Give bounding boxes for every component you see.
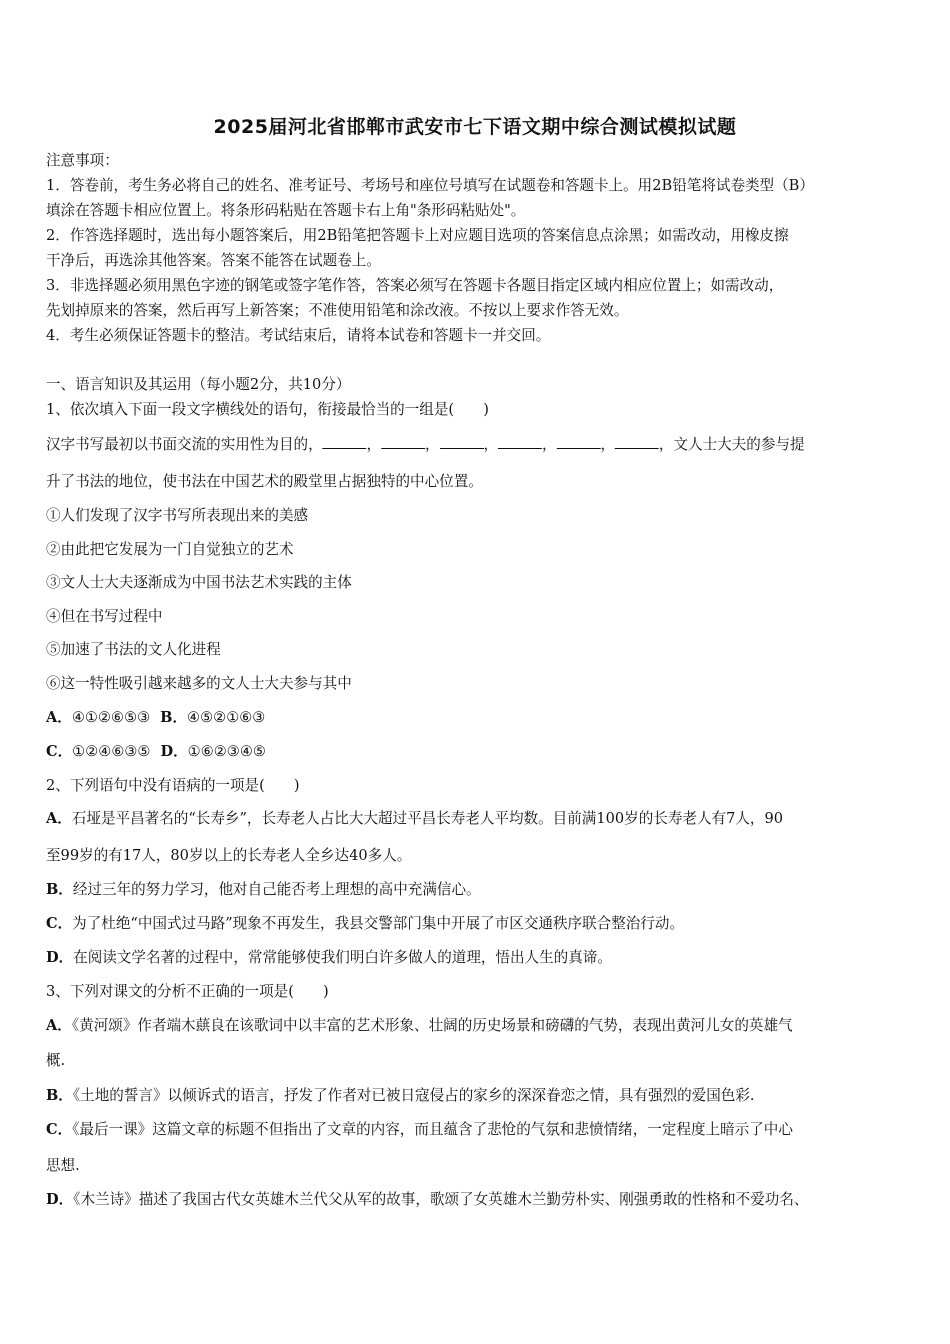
answer-blank	[440, 434, 484, 449]
q1-item: ①人们发现了汉字书写所表现出来的美感	[46, 507, 309, 524]
q1-passage-line-2: 升了书法的地位，使书法在中国艺术的殿堂里占据独特的中心位置。	[46, 473, 483, 490]
notice-line-6: 先划掉原来的答案，然后再写上新答案；不准使用铅笔和涂改液。不按以上要求作答无效。	[46, 302, 629, 319]
notice-line-3: 2．作答选择题时，选出每小题答案后，用2B铅笔把答题卡上对应题目选项的答案信息点涂黑；如需改动，用橡皮擦	[46, 227, 789, 244]
q2-option-a: A．石垭是平昌著名的“长寿乡”，长寿老人占比大大超过平昌长寿老人平均数。目前满100岁的长寿老人有7人，90	[46, 810, 783, 827]
section-heading: 一、语言知识及其运用（每小题2分，共10分）	[46, 376, 351, 393]
q3-option-d: D．《木兰诗》描述了我国古代女英雄木兰代父从军的故事，歌颂了女英雄木兰勤劳朴实、刚强勇敢的性格和不爱功名、	[46, 1191, 809, 1208]
notice-heading: 注意事项：	[46, 152, 119, 169]
q2-option-b: B．经过三年的努力学习，他对自己能否考上理想的高中充满信心。	[46, 881, 481, 898]
notice-line-7: 4．考生必须保证答题卡的整洁。考试结束后，请将本试卷和答题卡一并交回。	[46, 327, 551, 344]
q1-options-cd	[46, 742, 914, 762]
answer-blank	[323, 434, 367, 449]
q1-item: ④但在书写过程中	[46, 608, 163, 625]
q1-stem: 1、依次填入下面一段文字横线处的语句，衔接最恰当的一组是( )	[46, 401, 489, 418]
q3-option-a-cont: 概.	[46, 1052, 66, 1069]
q1-option-a-label: A．	[46, 709, 72, 726]
q3-option-c: C．《最后一课》这篇文章的标题不但指出了文章的内容，而且蕴含了悲怆的气氛和悲愤情绪，一定程度上暗示了中心	[46, 1121, 793, 1138]
q2-option-a-cont: 至99岁的有17人，80岁以上的长寿老人全乡达40多人。	[46, 847, 412, 864]
q3-option-b: B．《土地的誓言》以倾诉式的语言，抒发了作者对已被日寇侵占的家乡的深深眷恋之情，具有强烈的爱国色彩.	[46, 1087, 755, 1104]
q2-option-d: D．在阅读文学名著的过程中，常常能够使我们明白许多做人的道理，悟出人生的真谛。	[46, 949, 612, 966]
q1-option-c: ①②④⑥③⑤	[72, 743, 151, 760]
q1-item: ②由此把它发展为一门自觉独立的艺术	[46, 541, 294, 558]
answer-blank	[498, 434, 542, 449]
q1-option-d-label: D．	[160, 743, 188, 760]
q1-option-b: ④⑤②①⑥③	[187, 709, 266, 726]
q1-option-b-label: B．	[160, 709, 188, 726]
exam-title: 2025届河北省邯郸市武安市七下语文期中综合测试模拟试题	[213, 116, 737, 138]
answer-blank	[615, 434, 659, 449]
q1-item: ⑥这一特性吸引越来越多的文人士大夫参与其中	[46, 675, 352, 692]
q2-option-c: C．为了杜绝“中国式过马路”现象不再发生，我县交警部门集中开展了市区交通秩序联合整治行动。	[46, 915, 685, 932]
notice-line-4: 干净后，再选涂其他答案。答案不能答在试题卷上。	[46, 252, 381, 269]
notice-line-2: 填涂在答题卡相应位置上。将条形码粘贴在答题卡右上角"条形码粘贴处"。	[46, 202, 526, 219]
q1-passage-line-1: 汉字书写最初以书面交流的实用性为目的， ， ， ， ， ， ，文人士大夫的参与提	[46, 436, 805, 453]
q1-item: ⑤加速了书法的文人化进程	[46, 641, 221, 658]
notice-line-5: 3．非选择题必须用黑色字迹的钢笔或签字笔作答，答案必须写在答题卡各题目指定区域内相应位置上；如需改动，	[46, 277, 784, 294]
notice-line-1: 1．答卷前，考生务必将自己的姓名、准考证号、考场号和座位号填写在试题卷和答题卡上。用2B铅笔将试卷类型（B）	[46, 177, 814, 194]
q2-stem: 2、下列语句中没有语病的一项是( )	[46, 777, 300, 794]
q1-option-c-label: C．	[46, 743, 73, 760]
answer-blank	[557, 434, 601, 449]
q1-passage-start: 汉字书写最初以书面交流的实用性为目的，	[46, 436, 323, 453]
q3-stem: 3、下列对课文的分析不正确的一项是( )	[46, 983, 329, 1000]
answer-blank	[381, 434, 425, 449]
q1-options-ab	[46, 708, 914, 728]
q1-option-d: ①⑥②③④⑤	[187, 743, 266, 760]
q3-option-a: A．《黄河颂》作者端木蕻良在该歌词中以丰富的艺术形象、壮阔的历史场景和磅礴的气势，表现出黄河儿女的英雄气	[46, 1017, 793, 1034]
q3-option-c-cont: 思想.	[46, 1157, 80, 1174]
q1-option-a: ④①②⑥⑤③	[71, 709, 151, 726]
q1-item: ③文人士大夫逐渐成为中国书法艺术实践的主体	[46, 574, 352, 591]
q1-passage-end: ，文人士大夫的参与提	[658, 436, 805, 453]
